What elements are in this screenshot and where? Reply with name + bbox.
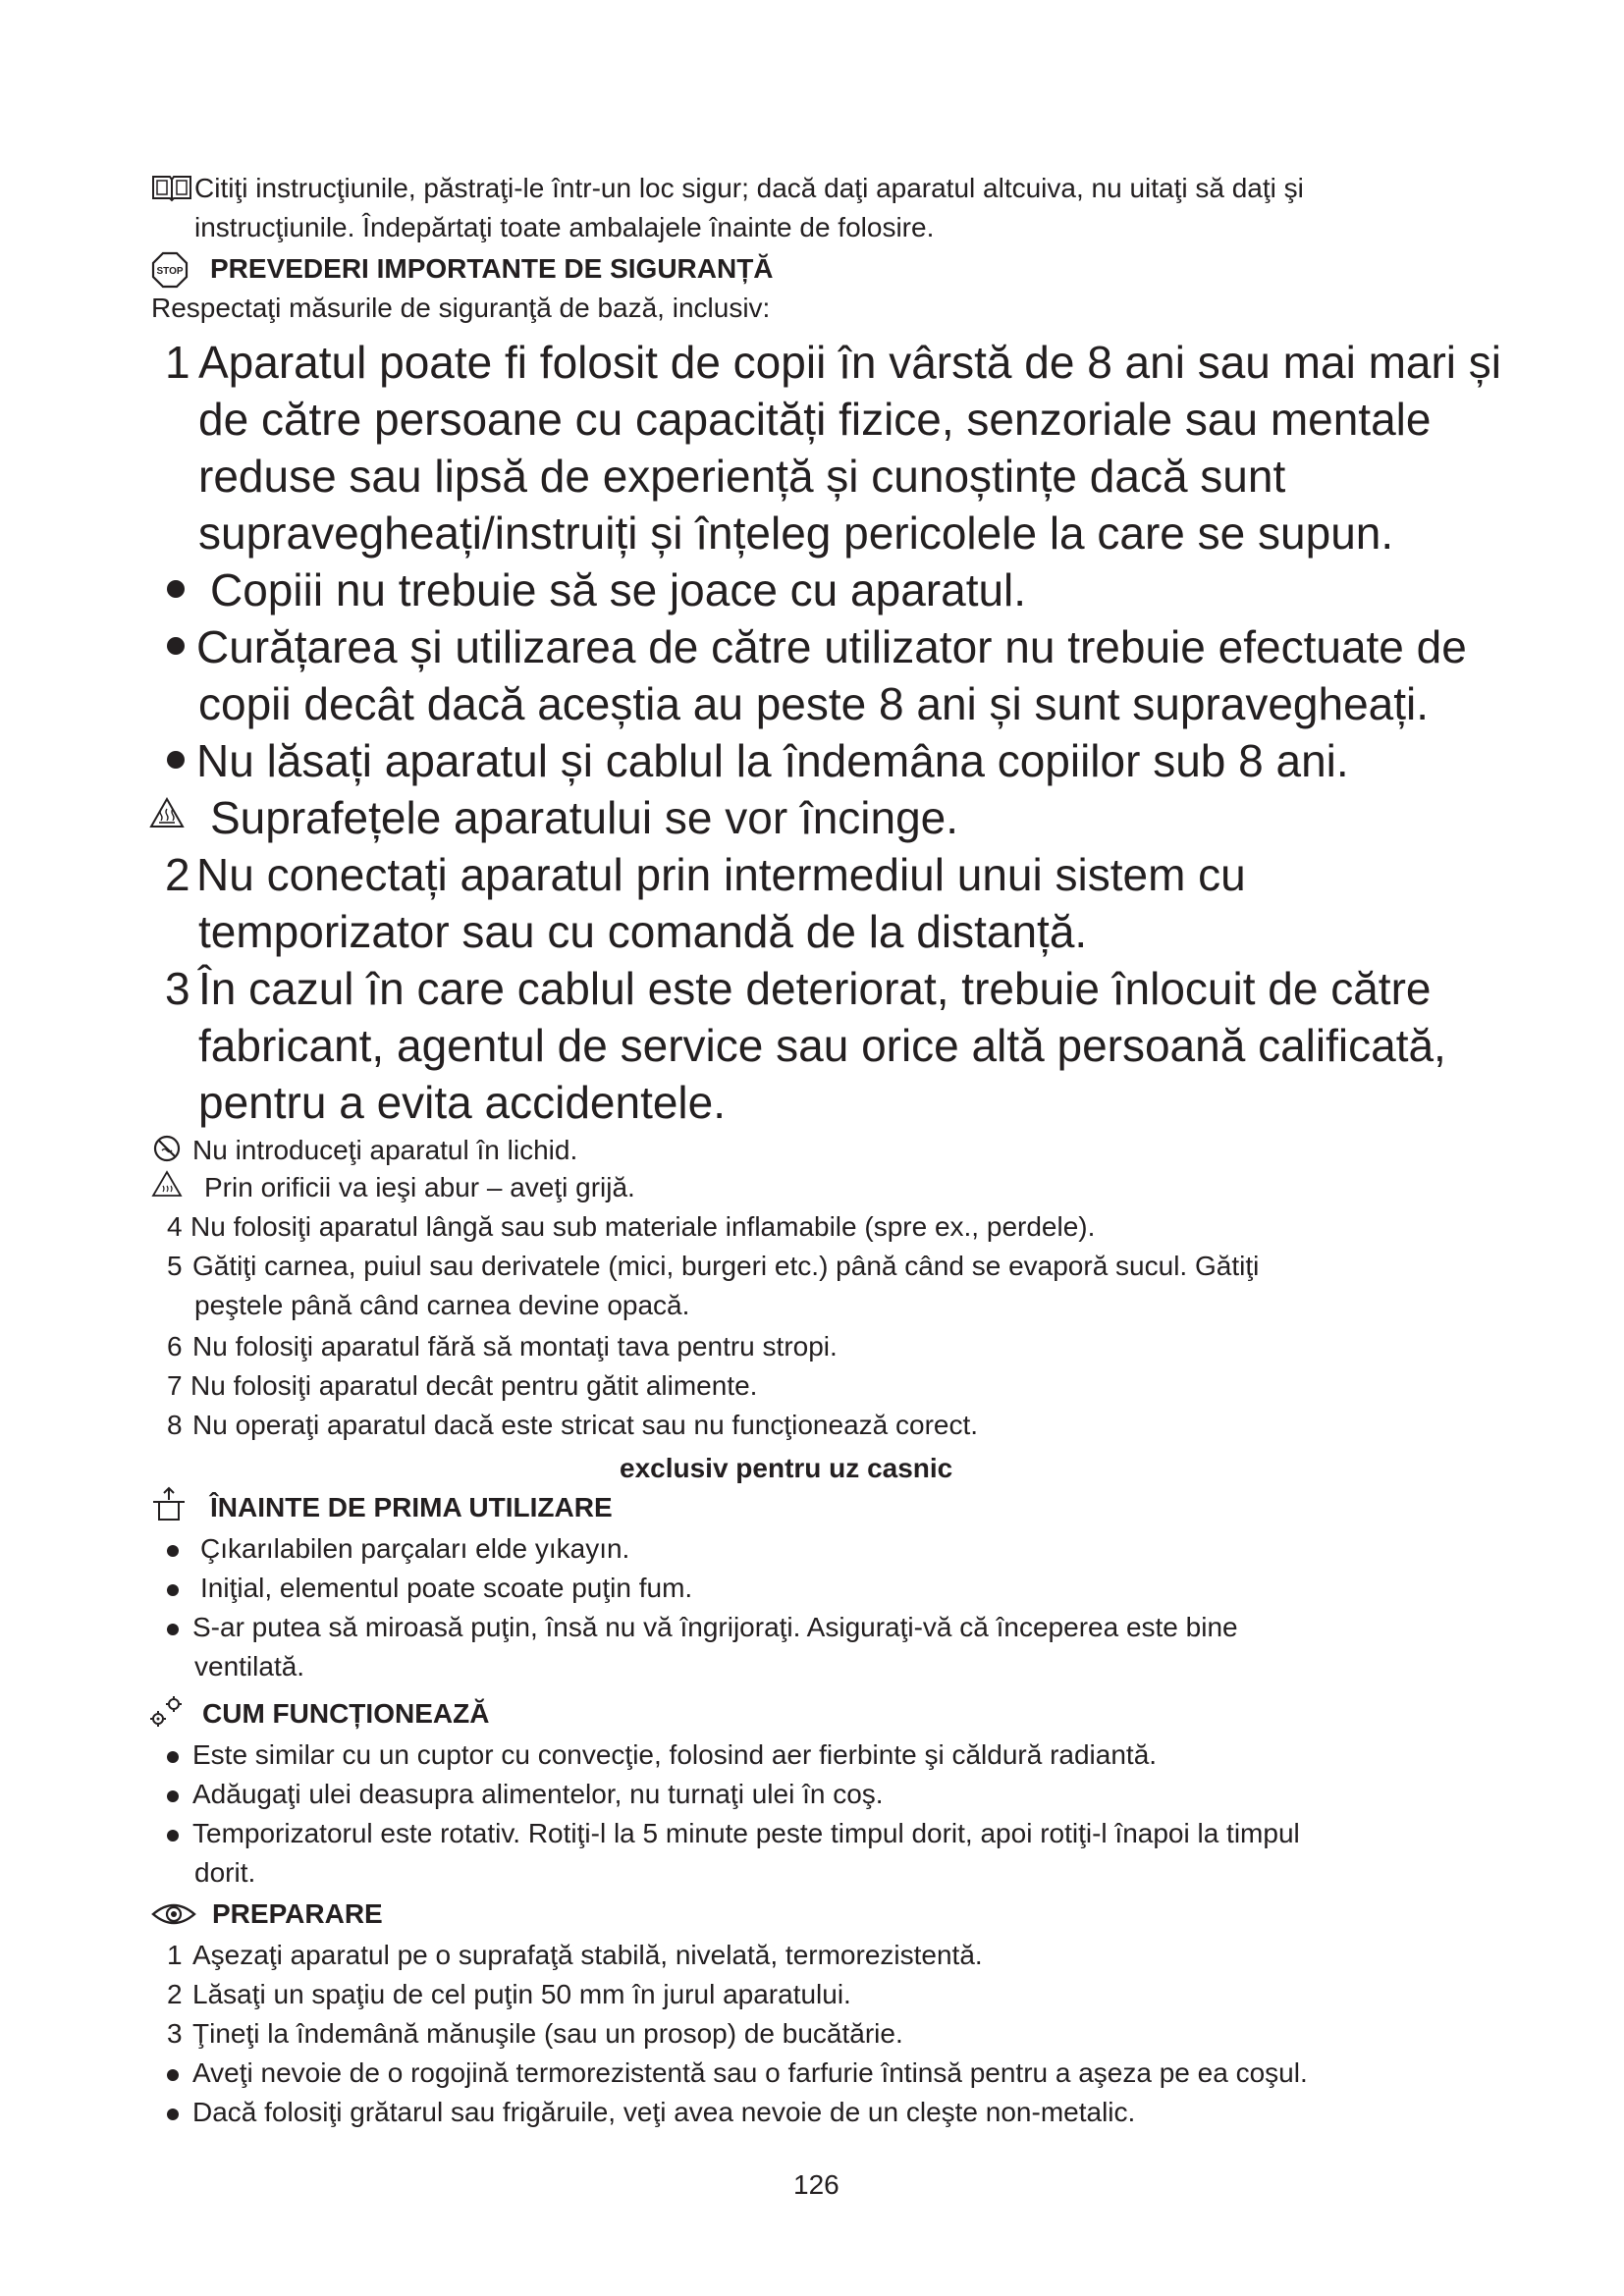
bfu-bullet-2: Iniţial, elementul poate scoate puţin fum. [200, 1573, 693, 1603]
bullet-dot [167, 1830, 179, 1842]
item-1-line-4: supravegheați/instruiți și înțeleg pericolele la care se supun. [198, 507, 1394, 559]
steam-warning-icon [151, 1170, 183, 1198]
bullet-children-play: Copiii nu trebuie să se joace cu aparatul. [210, 564, 1027, 615]
item-4-number: 4 [167, 1211, 183, 1242]
hiw-bullet-3-line-2: dorit. [194, 1857, 256, 1888]
stop-sign-icon [151, 251, 189, 289]
bullet-cleaning-line-2: copii decât dacă aceștia au peste 8 ani și sunt supravegheați. [198, 678, 1430, 729]
item-8-text: Nu operaţi aparatul dacă este stricat sau nu funcţionează corect. [192, 1410, 979, 1440]
item-1-line-2: de către persoane cu capacități fizice, senzoriale sau mentale [198, 394, 1432, 445]
prep-item-2-text: Lăsaţi un spaţiu de cel puţin 50 mm în jurul aparatului. [192, 1979, 851, 2009]
bullet-dot [167, 751, 185, 769]
item-5-number: 5 [167, 1251, 183, 1281]
safety-subtitle: Respectaţi măsurile de siguranţă de bază, inclusiv: [151, 293, 771, 323]
item-3-line-3: pentru a evita accidentele. [198, 1077, 727, 1128]
item-3-line-2: fabricant, agentul de service sau orice altă persoană calificată, [198, 1020, 1446, 1071]
intro-line-1: Citiţi instrucţiunile, păstraţi-le într-un loc sigur; dacă daţi aparatul altcuiva, nu uitaţi să daţi şi [194, 173, 1304, 203]
bullet-dot [167, 2109, 179, 2120]
unpack-box-icon [151, 1486, 187, 1523]
hot-surface-text: Suprafețele aparatului se vor încinge. [210, 792, 959, 843]
hiw-bullet-1: Este similar cu un cuptor cu convecţie, folosind aer fierbinte şi căldură radiantă. [192, 1739, 1158, 1770]
steam-text: Prin orificii va ieşi abur – aveţi grijă. [204, 1172, 635, 1202]
bfu-bullet-3-line-2: ventilată. [194, 1651, 305, 1682]
no-immersion-text: Nu introduceţi aparatul în lichid. [192, 1135, 578, 1165]
item-5-line-1: Gătiţi carnea, puiul sau derivatele (mici, burgeri etc.) până când se evaporă sucul. Gătiţi [192, 1251, 1260, 1281]
hiw-bullet-2: Adăugaţi ulei deasupra alimentelor, nu turnaţi ulei în coş. [192, 1779, 884, 1809]
bullet-dot [167, 2069, 179, 2081]
bullet-dot [167, 1584, 179, 1596]
safety-title: PREVEDERI IMPORTANTE DE SIGURANȚĂ [210, 253, 774, 284]
item-8-number: 8 [167, 1410, 183, 1440]
eye-icon [151, 1900, 196, 1928]
item-6-number: 6 [167, 1331, 183, 1362]
item-7-text: Nu folosiţi aparatul decât pentru gătit alimente. [190, 1370, 758, 1401]
bullet-dot [167, 1624, 179, 1635]
prep-item-3-text: Ţineţi la îndemână mănuşile (sau un prosop) de bucătărie. [192, 2018, 903, 2049]
item-6-text: Nu folosiţi aparatul fără să montaţi tava pentru stropi. [192, 1331, 838, 1362]
bullet-dot [167, 580, 185, 598]
gears-icon [147, 1694, 187, 1730]
household-use-note: exclusiv pentru uz casnic [620, 1453, 953, 1483]
preparation-title: PREPARARE [212, 1898, 383, 1929]
item-7-number: 7 [167, 1370, 183, 1401]
bullet-dot [167, 1545, 179, 1557]
prep-bullet-1: Aveţi nevoie de o rogojină termorezistentă sau o farfurie întinsă pentru a aşeza pe ea coşul. [192, 2057, 1308, 2088]
intro-line-2: instrucţiunile. Îndepărtaţi toate ambalajele înainte de folosire. [194, 212, 935, 242]
bfu-bullet-3-line-1: S-ar putea să miroasă puţin, însă nu vă îngrijoraţi. Asiguraţi-vă că începerea este bine [192, 1612, 1238, 1642]
prep-bullet-2: Dacă folosiţi grătarul sau frigăruile, veţi avea nevoie de un cleşte non-metalic. [192, 2097, 1136, 2127]
item-4-text: Nu folosiţi aparatul lângă sau sub materiale inflamabile (spre ex., perdele). [190, 1211, 1096, 1242]
item-1-number: 1 [165, 337, 190, 388]
bfu-bullet-1: Çıkarılabilen parçaları elde yıkayın. [200, 1533, 630, 1564]
prep-item-3-number: 3 [167, 2018, 183, 2049]
item-1-line-1: Aparatul poate fi folosit de copii în vârstă de 8 ani sau mai mari și [198, 337, 1502, 388]
prep-item-1-number: 1 [167, 1940, 183, 1970]
item-2-line-1: Nu conectați aparatul prin intermediul unui sistem cu [196, 849, 1246, 900]
item-2-number: 2 [165, 849, 190, 900]
how-it-works-title: CUM FUNCȚIONEAZĂ [202, 1698, 490, 1729]
item-2-line-2: temporizator sau cu comandă de la distanță. [198, 906, 1088, 957]
item-3-number: 3 [165, 963, 190, 1014]
prep-item-1-text: Aşezaţi aparatul pe o suprafaţă stabilă, nivelată, termorezistentă. [192, 1940, 983, 1970]
page-number: 126 [793, 2169, 839, 2200]
before-first-use-title: ÎNAINTE DE PRIMA UTILIZARE [210, 1492, 613, 1522]
svg-text:STOP: STOP [156, 266, 184, 277]
bullet-dot [167, 637, 185, 655]
bullet-dot [167, 1790, 179, 1802]
bullet-cleaning-line-1: Curățarea și utilizarea de către utilizator nu trebuie efectuate de [196, 621, 1467, 672]
item-5-line-2: peştele până când carnea devine opacă. [194, 1290, 690, 1320]
item-1-line-3: reduse sau lipsă de experiență și cunoștințe dacă sunt [198, 451, 1286, 502]
item-3-line-1: În cazul în care cablul este deteriorat, trebuie înlocuit de către [198, 963, 1432, 1014]
bullet-keep-away: Nu lăsați aparatul și cablul la îndemâna copiilor sub 8 ani. [196, 735, 1349, 786]
hot-surface-warning-icon [149, 797, 185, 828]
prep-item-2-number: 2 [167, 1979, 183, 2009]
hiw-bullet-3-line-1: Temporizatorul este rotativ. Rotiţi-l la 5 minute peste timpul dorit, apoi rotiţi-l înapoi la timpul [192, 1818, 1300, 1848]
no-immersion-icon [153, 1135, 181, 1162]
book-icon [151, 173, 192, 202]
bullet-dot [167, 1751, 179, 1763]
